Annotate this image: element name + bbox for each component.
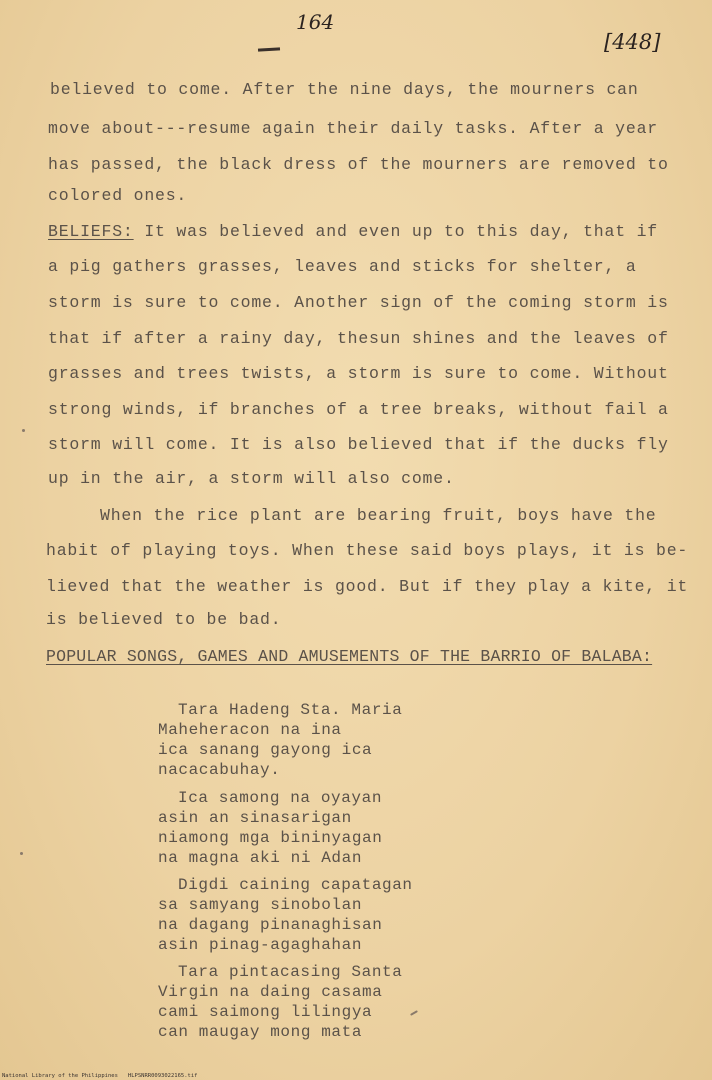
archive-code: [448] [604, 30, 661, 54]
ink-speck [410, 1010, 418, 1016]
page-number: 164 [296, 10, 335, 34]
section-heading: POPULAR SONGS, GAMES AND AMUSEMENTS OF THE BARRIO OF BALABA: [46, 647, 653, 666]
beliefs-first-line [48, 224, 658, 241]
song-line: niamong mga bininyagan [158, 829, 383, 847]
body-line: colored ones. [48, 186, 188, 205]
footer-file-id: HLPSNRR0093022165.tif [127, 1073, 198, 1079]
song-line: na dagang pinanaghisan [158, 916, 383, 934]
body-line: has passed, the black dress of the mourners are removed to [48, 155, 669, 174]
song-stanza [158, 700, 402, 780]
beliefs-line: a pig gathers grasses, leaves and sticks for shelter, a [48, 257, 637, 276]
song-line: asin an sinasarigan [158, 809, 352, 827]
dash-mark [258, 47, 280, 51]
song-line: Digdi caining capatagan [178, 876, 413, 894]
song-line: Ica samong na oyayan [178, 789, 383, 807]
ink-speck [20, 852, 23, 855]
song-line: can maugay mong mata [158, 1023, 363, 1041]
body-line: believed to come. After the nine days, the mourners can [50, 80, 639, 99]
song-line: Tara Hadeng Sta. Maria [178, 701, 403, 719]
song-stanza [158, 962, 402, 1042]
song-line: Virgin na daing casama [158, 983, 383, 1001]
beliefs-line: strong winds, if branches of a tree breaks, without fail a [48, 400, 669, 419]
beliefs-line: storm will come. It is also believed that if the ducks fly [48, 435, 669, 454]
kite-line: habit of playing toys. When these said boys plays, it is be- [46, 541, 689, 560]
song-line: cami saimong lilingya [158, 1003, 373, 1021]
beliefs-line: It was believed and even up to this day, that if [133, 222, 659, 241]
ink-speck [22, 429, 25, 432]
song-stanza [158, 875, 413, 955]
body-line: move about---resume again their daily tasks. After a year [48, 119, 658, 138]
kite-line: lieved that the weather is good. But if they play a kite, it [46, 577, 689, 596]
song-line: asin pinag-agaghahan [158, 936, 363, 954]
song-line: nacacabuhay. [158, 761, 281, 779]
song-line: Tara pintacasing Santa [178, 963, 403, 981]
song-line: sa samyang sinobolan [158, 896, 363, 914]
song-line: ica sanang gayong ica [158, 741, 373, 759]
beliefs-line: up in the air, a storm will also come. [48, 469, 455, 488]
beliefs-label: BELIEFS: [48, 222, 134, 241]
beliefs-line: storm is sure to come. Another sign of the coming storm is [48, 293, 669, 312]
song-stanza [158, 788, 382, 868]
kite-line: When the rice plant are bearing fruit, boys have the [100, 506, 657, 525]
song-line: Maheheracon na ina [158, 721, 342, 739]
kite-line: is believed to be bad. [46, 610, 282, 629]
footer-institution: National Library of the Philippines [2, 1073, 118, 1079]
beliefs-line: that if after a rainy day, thesun shines and the leaves of [48, 329, 669, 348]
beliefs-line: grasses and trees twists, a storm is sure to come. Without [48, 364, 669, 383]
scan-footer [2, 1073, 197, 1079]
song-line: na magna aki ni Adan [158, 849, 363, 867]
